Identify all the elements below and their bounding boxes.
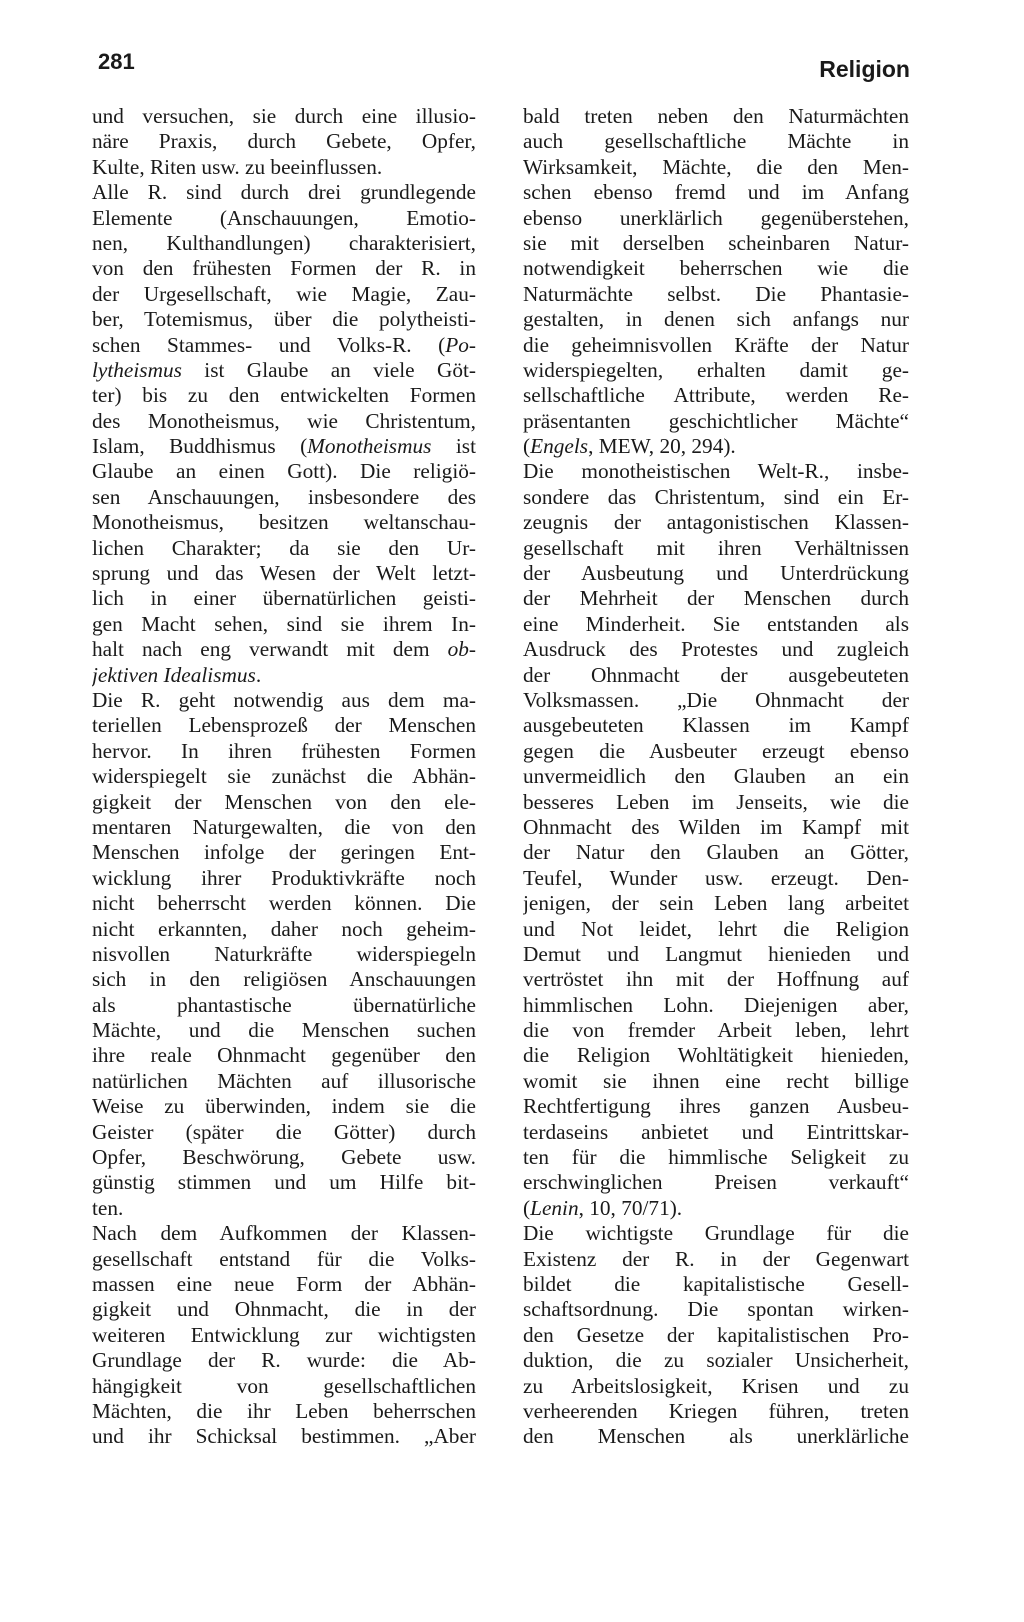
text-line: der Mehrheit der Menschen durch (523, 586, 909, 611)
text-line: Demut und Langmut hienieden und (523, 941, 909, 966)
text-line: himmlischen Lohn. Diejenigen aber, (523, 992, 909, 1017)
text-line: Grundlage der R. wurde: die Ab- (92, 1348, 476, 1373)
text-line: teriellen Lebensprozeß der Menschen (92, 713, 476, 738)
text-line: gen Macht sehen, sind sie ihrem In- (92, 611, 476, 636)
text-span: ist Glaube an viele Göt- (181, 357, 476, 382)
text-span: . (255, 662, 262, 687)
text-line: lich in einer übernatürlichen geisti- (92, 586, 476, 611)
text-line: eine Minderheit. Sie entstanden als (523, 611, 909, 636)
text-line: gigkeit der Menschen von den ele- (92, 789, 476, 814)
text-line: gigkeit und Ohnmacht, die in der (92, 1297, 476, 1322)
text-line: gestalten, in denen sich anfangs nur (523, 307, 909, 332)
text-line: zu Arbeitslosigkeit, Krisen und zu (523, 1373, 909, 1398)
text-line: verheerenden Kriegen führen, treten (523, 1398, 909, 1423)
text-line: Monotheismus, besitzen weltanschau- (92, 510, 476, 535)
text-line: hängigkeit von gesellschaftlichen (92, 1373, 476, 1398)
text-line: Kulte, Riten usw. zu beeinflussen. (92, 154, 383, 179)
text-line: von den frühesten Formen der R. in (92, 256, 476, 281)
text-line: bald treten neben den Naturmächten (523, 104, 909, 128)
text-line: der Ausbeutung und Unterdrückung (523, 561, 909, 586)
text-line: nicht beherrscht werden können. Die (92, 891, 476, 916)
text-line: schen ebenso fremd und im Anfang (523, 180, 909, 205)
text-line: gegen die Ausbeuter erzeugt ebenso (523, 738, 909, 763)
text-line: der Ohnmacht der ausgebeuteten (523, 662, 909, 687)
text-line: sondere das Christentum, sind ein Er- (523, 484, 909, 509)
text-line: sie mit derselben scheinbaren Natur- (523, 230, 909, 255)
text-line: Existenz der R. in der Gegenwart (523, 1246, 909, 1271)
text-line: Volksmassen. „Die Ohnmacht der (523, 687, 909, 712)
text-line: unvermeidlich den Glauben an ein (523, 764, 909, 789)
text-line: und versuchen, sie durch eine illusio- (92, 104, 476, 128)
text-line: sellschaftliche Attribute, werden Re- (523, 383, 909, 408)
text-line: und ihr Schicksal bestimmen. „Aber (92, 1424, 476, 1449)
text-span: schen Stammes- und Volks-R. ( (92, 332, 446, 357)
text-line: jenigen, der sein Leben lang arbeitet (523, 891, 909, 916)
text-line: auch gesellschaftliche Mächte in (523, 129, 909, 154)
text-line: nen, Kulthandlungen) charakterisiert, (92, 230, 476, 255)
italic-span: lytheismus (92, 357, 182, 382)
text-line: der Urgesellschaft, wie Magie, Zau- (92, 281, 476, 306)
text-line: sich in den religiösen Anschauungen (92, 967, 476, 992)
text-line: lichen Charakter; da sie den Ur- (92, 535, 476, 560)
text-line (92, 358, 476, 383)
text-line: widerspiegelten, erhalten damit ge- (523, 357, 909, 382)
text-line: präsentanten geschichtlicher Mächte“ (523, 408, 909, 433)
text-line: ausgebeuteten Klassen im Kampf (523, 713, 909, 738)
text-line: Mächten, die ihr Leben beherrschen (92, 1398, 476, 1423)
text-line: nisvollen Naturkräfte widerspiegeln (92, 941, 476, 966)
text-line: günstig stimmen und um Hilfe bit- (92, 1170, 476, 1195)
text-line: ten für die himmlische Seligkeit zu (523, 1145, 909, 1170)
text-line: mentaren Naturgewalten, die von den (92, 814, 476, 839)
text-line: nicht erkannten, daher noch geheim- (92, 916, 476, 941)
text-line: Teufel, Wunder usw. erzeugt. Den- (523, 865, 909, 890)
text-line: vertröstet ihn mit der Hoffnung auf (523, 967, 909, 992)
text-line: massen eine neue Form der Abhän- (92, 1271, 476, 1296)
italic-span: Engels (530, 434, 589, 459)
text-line: wicklung ihrer Produktivkräfte noch (92, 865, 476, 890)
text-line: terdaseins anbietet und Eintrittskar- (523, 1119, 909, 1144)
text-line: erschwinglichen Preisen verkauft“ (523, 1170, 909, 1195)
right-text-column (523, 104, 909, 1450)
text-line: Die wichtigste Grundlage für die (523, 1221, 909, 1246)
text-line: und Not leidet, lehrt die Religion (523, 916, 909, 941)
text-span: ( (523, 434, 531, 459)
text-line: ihre reale Ohnmacht gegenüber den (92, 1043, 476, 1068)
text-line: Glaube an einen Gott). Die religiö- (92, 459, 476, 484)
text-line: Menschen infolge der geringen Ent- (92, 840, 476, 865)
text-line (92, 434, 476, 459)
text-line: ten. (92, 1195, 124, 1220)
text-line: weiteren Entwicklung zur wichtigsten (92, 1322, 476, 1347)
text-span: , 10, 70/71). (578, 1195, 683, 1220)
text-line: den Gesetze der kapitalistischen Pro- (523, 1322, 909, 1347)
text-line: zeugnis der antagonistischen Klassen- (523, 510, 909, 535)
text-line: natürlichen Mächten auf illusorische (92, 1068, 476, 1093)
running-head: Religion (819, 56, 910, 82)
text-line: der Natur den Glauben an Götter, (523, 840, 909, 865)
italic-span: ob- (447, 637, 476, 662)
text-line: besseres Leben im Jenseits, wie die (523, 789, 909, 814)
left-text-column (92, 104, 476, 1450)
text-line: als phantastische übernatürliche (92, 992, 476, 1017)
text-line: gesellschaft entstand für die Volks- (92, 1246, 476, 1271)
text-line: die geheimnisvollen Kräfte der Natur (523, 332, 909, 357)
page-number: 281 (98, 49, 135, 74)
text-line: Ausdruck des Protestes und zugleich (523, 637, 909, 662)
text-span: ist (431, 434, 476, 459)
text-line: Wirksamkeit, Mächte, die den Men- (523, 154, 909, 179)
text-span: halt nach eng verwandt mit dem (92, 637, 448, 662)
text-line: ebenso unerklärlich gegenüberstehen, (523, 205, 909, 230)
text-line: Nach dem Aufkommen der Klassen- (92, 1221, 476, 1246)
text-line: notwendigkeit beherrschen wie die (523, 256, 909, 281)
text-line: die Religion Wohltätigkeit hienieden, (523, 1043, 909, 1068)
text-line: Opfer, Beschwörung, Gebete usw. (92, 1145, 476, 1170)
text-line: die von fremder Arbeit leben, lehrt (523, 1018, 909, 1043)
text-line: sen Anschauungen, insbesondere des (92, 484, 476, 509)
text-line: gesellschaft mit ihren Verhältnissen (523, 535, 909, 560)
italic-span: Po- (445, 332, 476, 357)
text-line (523, 1196, 909, 1221)
text-line (92, 663, 476, 688)
text-line: widerspiegelt sie zunächst die Abhän- (92, 764, 476, 789)
italic-span: Lenin (530, 1195, 579, 1220)
text-line: den Menschen als unerklärliche (523, 1424, 909, 1449)
text-line: Die monotheistischen Welt-R., insbe- (523, 459, 909, 484)
text-line: Geister (später die Götter) durch (92, 1119, 476, 1144)
text-line (523, 434, 909, 459)
text-line: Die R. geht notwendig aus dem ma- (92, 687, 476, 712)
text-line (92, 637, 476, 662)
text-line: Elemente (Anschauungen, Emotio- (92, 205, 476, 230)
text-line: ter) bis zu den entwickelten Formen (92, 383, 476, 408)
text-line: ber, Totemismus, über die polytheisti- (92, 307, 476, 332)
text-span: , MEW, 20, 294). (588, 434, 736, 459)
italic-span: jektiven Idealismus (92, 662, 256, 687)
text-line: womit sie ihnen eine recht billige (523, 1068, 909, 1093)
text-line: Weise zu überwinden, indem sie die (92, 1094, 476, 1119)
text-span: Islam, Buddhismus ( (92, 434, 308, 459)
text-line: Ohnmacht des Wilden im Kampf mit (523, 814, 909, 839)
text-line: näre Praxis, durch Gebete, Opfer, (92, 129, 476, 154)
text-line: schaftsordnung. Die spontan wirken- (523, 1297, 909, 1322)
text-line: duktion, die zu sozialer Unsicherheit, (523, 1348, 909, 1373)
italic-span: Monotheismus (307, 434, 432, 459)
text-span: ( (523, 1195, 531, 1220)
text-line: Alle R. sind durch drei grundlegende (92, 180, 476, 205)
text-line: Mächte, und die Menschen suchen (92, 1018, 476, 1043)
text-line: des Monotheismus, wie Christentum, (92, 408, 476, 433)
text-line: hervor. In ihren frühesten Formen (92, 738, 476, 763)
text-line (92, 333, 476, 358)
text-line: bildet die kapitalistische Gesell- (523, 1271, 909, 1296)
text-line: Rechtfertigung ihres ganzen Ausbeu- (523, 1094, 909, 1119)
text-line: sprung und das Wesen der Welt letzt- (92, 561, 476, 586)
text-line: Naturmächte selbst. Die Phantasie- (523, 281, 909, 306)
